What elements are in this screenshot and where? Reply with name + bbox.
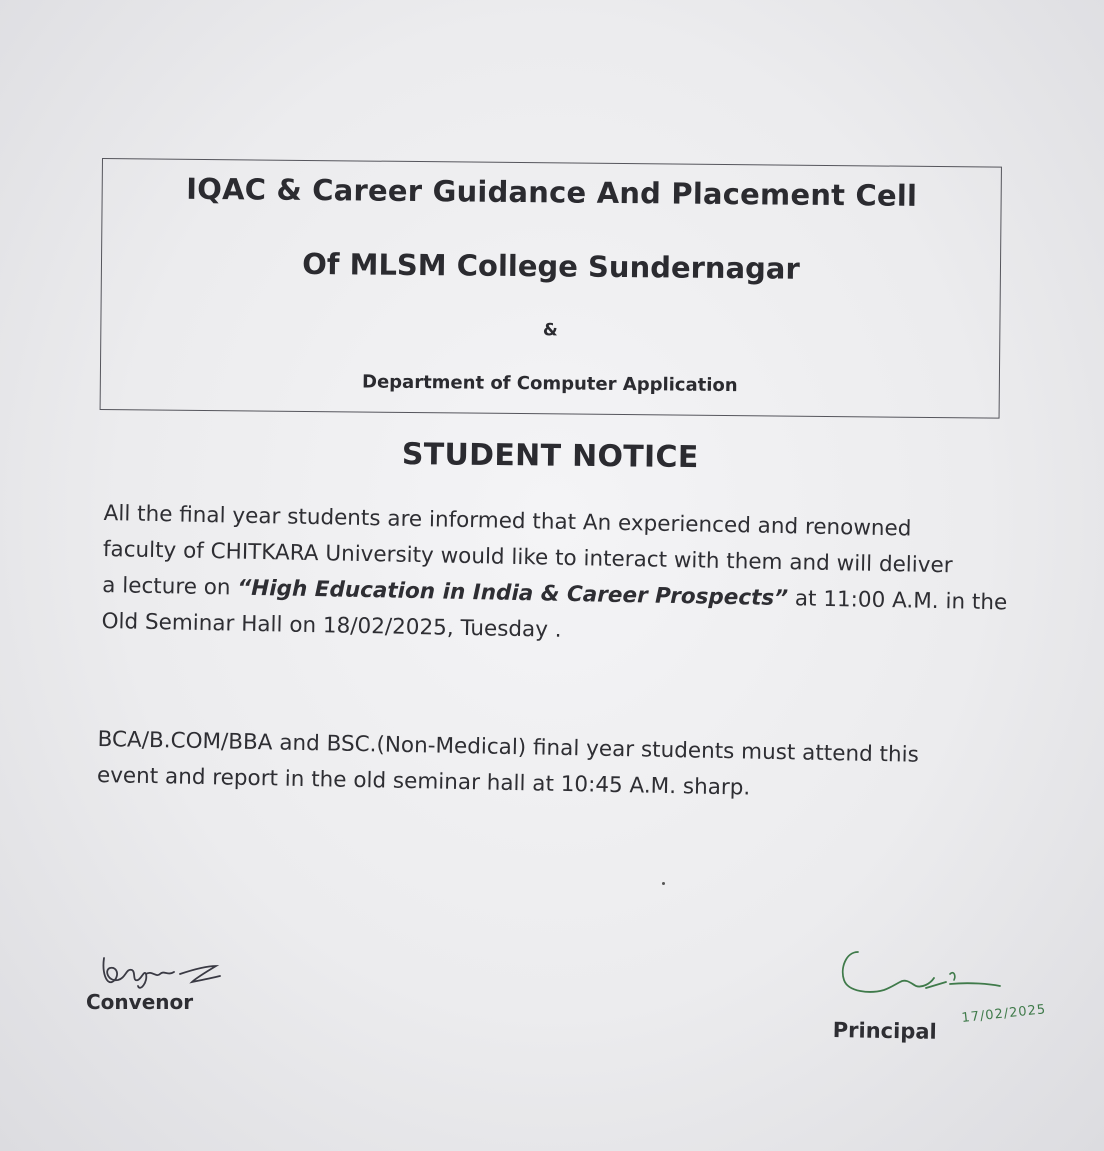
notice-paragraph-1 [101,496,1008,657]
department-name: Department of Computer Application [361,371,738,397]
paragraph-2-line-1: BCA/B.COM/BBA and BSC.(Non-Medical) final year students must attend this [97,726,920,768]
notice-title: STUDENT NOTICE [401,437,699,476]
header-ampersand: & [542,320,558,341]
college-name: Of MLSM College Sundernagar [302,246,800,286]
convenor-label: Convenor [86,990,194,1014]
lecture-intro-text: a lecture on [102,572,238,601]
header-title: IQAC & Career Guidance And Placement Cell [186,171,918,213]
paragraph-1-line-4: Old Seminar Hall on 18/02/2025, Tuesday . [101,608,562,643]
notice-paragraph-2 [97,722,998,811]
principal-label: Principal [832,1018,937,1044]
paper-speck [662,882,665,885]
lecture-topic: “High Education in India & Career Prospects” [237,575,789,612]
header-box [100,158,1002,419]
principal-signature [830,938,1080,1028]
principal-signature-date: 17/02/2025 [960,1002,1047,1026]
lecture-time-text: at 11:00 A.M. in the [787,586,1008,616]
paragraph-2-line-2: event and report in the old seminar hall at 10:45 A.M. sharp. [96,762,751,801]
paragraph-1-line-1: All the final year students are informed that An experienced and renowned [103,500,912,542]
paragraph-1-line-2: faculty of CHITKARA University would like to interact with them and will deliver [102,536,953,579]
